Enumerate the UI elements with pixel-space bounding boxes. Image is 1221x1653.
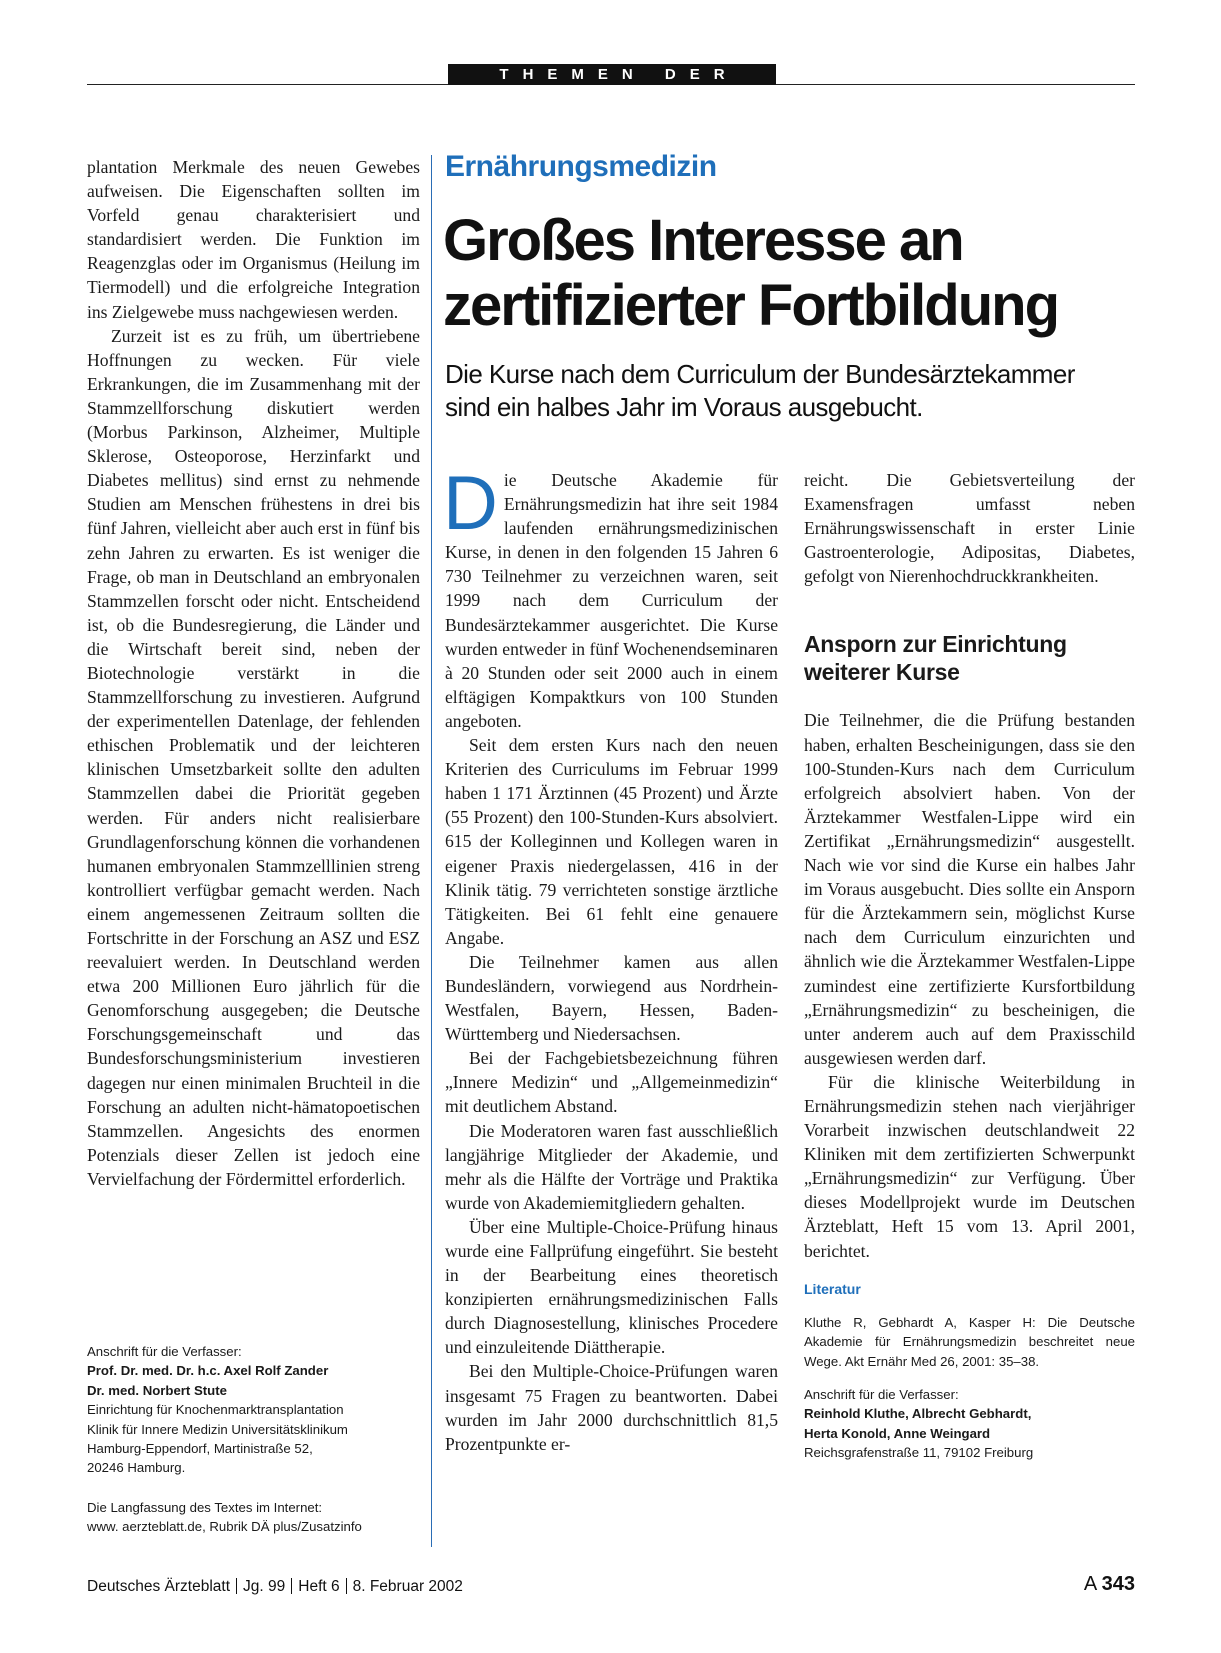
column-divider bbox=[431, 155, 432, 1547]
author-name: Dr. med. Norbert Stute bbox=[87, 1382, 227, 1398]
journal-issue: Heft 6 bbox=[298, 1578, 340, 1595]
address-line: Klinik für Innere Medizin Universitätsklinikum bbox=[87, 1421, 348, 1437]
page-prefix: A bbox=[1083, 1573, 1097, 1595]
article-headline bbox=[443, 208, 1143, 338]
paragraph: Über eine Multiple-Choice-Prüfung hinaus wurde eine Fallprüfung eingeführt. Sie besteht in der Bearbeitung eines theoretisch konzipierten ernährungsmedizinischen Falls durch Diagnosestellung, klinisches Procedere und einzuleitende Diättherapie. bbox=[445, 1216, 778, 1358]
paragraph: Die Moderatoren waren fast ausschließlich langjährige Mitglieder der Akademie, und mehr als die Hälfte der Vorträge und Praktika wurde von Akademiemitgliedern gehalten. bbox=[445, 1120, 778, 1213]
paragraph: reicht. Die Gebietsverteilung der Examensfragen umfasst neben Ernährungswissenschaft in erster Linie Gastroenterologie, Adipositas, Diabetes, gefolgt von Nierenhochdruckkrankheiten. bbox=[804, 470, 1135, 587]
paragraph: Für die klinische Weiterbildung in Ernährungsmedizin stehen nach vierjähriger Vorarbeit inzwischen deutschlandweit 22 Kliniken mit dem zertifizierten Schwerpunkt „Ernährungsmedizin“ zur Verfügung. Über dieses Modellprojekt wurde im Deutschen Ärzteblatt, Heft 15 vom 13. April 2001, berichtet. bbox=[804, 1071, 1135, 1261]
paragraph: Die Teilnehmer, die die Prüfung bestanden haben, erhalten Bescheinigungen, dass sie den 100-Stunden-Kurs nach dem Curriculum erfolgreich absolviert haben. Von der Ärztekammer Westfalen-Lippe wird ein Zertifikat „Ernährungsmedizin“ ausgestellt. Nach wie vor sind die Kurse ein halbes Jahr im Voraus ausgebucht. Dies sollte ein Ansporn für die Ärztekammern sein, möglichst Kurse nach dem Curriculum einzurichten und ähnlich wie die Ärztekammer Westfalen-Lippe zumindest eine zertifizierte Kursfortbildung „Ernährungsmedizin“ zu bescheinigen, die unter anderem auch auf dem Praxisschild ausgewiesen werden darf. bbox=[804, 710, 1135, 1068]
online-notice bbox=[87, 1498, 420, 1537]
address-line: Reichsgrafenstraße 11, 79102 Freiburg bbox=[804, 1445, 1034, 1461]
footer-separator bbox=[236, 1578, 237, 1594]
issue-date: 8. Februar 2002 bbox=[352, 1578, 463, 1595]
address-line: Einrichtung für Knochenmarktransplantation bbox=[87, 1402, 344, 1418]
address-line: Hamburg-Eppendorf, Martinistraße 52, bbox=[87, 1441, 313, 1457]
column-right bbox=[804, 468, 1135, 1463]
address-label: Anschrift für die Verfasser: bbox=[87, 1344, 242, 1359]
author-address-left bbox=[87, 1342, 420, 1478]
paragraph: Zurzeit ist es zu früh, um übertriebene Hoffnungen zu wecken. Für viele Erkrankungen, die im Zusammenhang mit der Stammzellforschung diskutiert werden (Morbus Parkinson, Alzheimer, Multiple Sklerose, Osteoporose, Herzinfarkt und Diabetes mellitus) sind ernst zu nehmende Studien am Menschen frühestens in drei bis fünf Jahren, vielleicht aber auch erst in fünf bis zehn Jahren zu erwarten. Es ist weniger die Frage, ob man in Deutschland an embryonalen Stammzellen forscht oder nicht. Entscheidend ist, ob die Bundesregierung, die Länder und die Wirtschaft bereit sind, neben der Biotechnologie verstärkt in die Stammzellforschung zu investieren. Aufgrund der experimentellen Datenlage, der fehlenden ethischen Problematik und der leichteren klinischen Umsetzbarkeit sollte den adulten Stammzellen dabei die Priorität gegeben werden. Für anders nicht realisierbare Grundlagenforschung können die vorhandenen humanen embryonalen Stammzelllinien streng kontrolliert verfügbar gemacht werden. Nach einem angemessenen Zeitraum sollten die Fortschritte in der Forschung an ASZ und ESZ reevaluiert werden. In Deutschland werden etwa 200 Millionen Euro jährlich für die Genomforschung ausgegeben; die Deutsche Forschungsgemeinschaft und das Bundesforschungsministerium investieren dagegen nur einen minimalen Bruchteil in die Forschung an adulten nicht-hämatopoetischen Stammzellen. Angesichts des enormen Potenzials dieser Zellen ist jedoch eine Vervielfachung der Fördermittel erforderlich. bbox=[87, 325, 420, 1189]
subheadline-line: Die Kurse nach dem Curriculum der Bundesärztekammer bbox=[445, 359, 1075, 389]
author-address-right bbox=[804, 1385, 1135, 1463]
column-left bbox=[87, 155, 420, 1191]
section-subheading: Ansporn zur Einrichtung weiterer Kurse bbox=[804, 631, 1067, 686]
footer-separator bbox=[346, 1578, 347, 1594]
paragraph: Bei den Multiple-Choice-Prüfungen waren insgesamt 75 Fragen zu beantworten. Dabei wurden im Jahr 2000 durchschnittlich 81,5 Prozentpunkte er- bbox=[445, 1361, 778, 1454]
address-label: Anschrift für die Verfasser: bbox=[804, 1386, 959, 1402]
address-line: 20246 Hamburg. bbox=[87, 1460, 186, 1476]
paragraph: Bei der Fachgebietsbezeichnung führen „Innere Medizin“ und „Allgemeinmedizin“ mit deutlichem Abstand. bbox=[445, 1048, 778, 1117]
article-kicker: Ernährungsmedizin bbox=[445, 150, 717, 183]
headline-line: zertifizierter Fortbildung bbox=[443, 273, 1058, 338]
paragraph: Die Deutsche Akademie für Ernährungsmedizin hat ihre seit 1984 laufenden ernährungsmedizinischen Kurse, in denen in den folgenden 15 Jahren 6 730 Teilnehmer zu verzeichnen waren, seit 1999 nach dem Curriculum der Bundesärztekammer ausgerichtet. Die Kurse wurden entweder in fünf Wochenendseminaren à 20 Stunden oder seit 2000 auch in einem elftägigen Kompaktkurs von 100 Stunden angeboten. bbox=[443, 461, 778, 731]
online-notice-label: Die Langfassung des Textes im Internet: bbox=[87, 1500, 323, 1515]
author-names: Herta Konold, Anne Weingard bbox=[804, 1425, 991, 1441]
page-number-value: 343 bbox=[1101, 1573, 1135, 1595]
subheadline-line: sind ein halbes Jahr im Voraus ausgebucht. bbox=[445, 392, 923, 422]
headline-line: Großes Interesse an bbox=[443, 208, 963, 273]
journal-name: Deutsches Ärzteblatt bbox=[87, 1578, 231, 1595]
journal-volume: Jg. 99 bbox=[243, 1578, 286, 1595]
footer-citation bbox=[87, 1578, 463, 1596]
author-name: Prof. Dr. med. Dr. h.c. Axel Rolf Zander bbox=[87, 1363, 329, 1379]
page-number bbox=[1084, 1573, 1135, 1596]
drop-cap: D bbox=[443, 461, 498, 546]
paragraph: plantation Merkmale des neuen Gewebes aufweisen. Die Eigenschaften sollten im Vorfeld genau charakterisiert und standardisiert werden. Die Funktion im Reagenzglas oder im Organismus (Heilung im Tiermodell) und die erfolgreiche Integration ins Zielgewebe muss nachgewiesen werden. bbox=[87, 157, 420, 322]
author-names: Reinhold Kluthe, Albrecht Gebhardt, bbox=[804, 1406, 1032, 1422]
article-subheadline bbox=[445, 358, 1145, 424]
paragraph: Die Teilnehmer kamen aus allen Bundesländern, vorwiegend aus Nordrhein-Westfalen, Bayern, Hessen, Baden-Württemberg und Niedersachsen. bbox=[445, 951, 778, 1045]
section-label: THEMEN DER ZEIT bbox=[448, 64, 776, 85]
paragraph: Seit dem ersten Kurs nach den neuen Kriterien des Curriculums im Februar 1999 haben 1 171 Ärztinnen (45 Prozent) und Ärzte (55 Prozent) den 100-Stunden-Kurs absolviert. 615 der Kolleginnen und Kollegen waren in eigener Praxis niedergelassen, 416 in der Klinik tätig. 79 verrichteten sonstige ärztliche Tätigkeiten. Bei 61 fehlt eine genauere Angabe. bbox=[445, 735, 778, 948]
online-notice-link[interactable]: www. aerzteblatt.de, Rubrik DÄ plus/Zusatzinfo bbox=[87, 1519, 362, 1535]
footer-separator bbox=[291, 1578, 292, 1594]
column-middle bbox=[443, 461, 778, 1456]
literature-reference: Kluthe R, Gebhardt A, Kasper H: Die Deutsche Akademie für Ernährungsmedizin beschreitet neue Wege. Akt Ernähr Med 26, 2001: 35–38. bbox=[804, 1314, 1135, 1369]
literature-heading: Literatur bbox=[804, 1280, 861, 1297]
